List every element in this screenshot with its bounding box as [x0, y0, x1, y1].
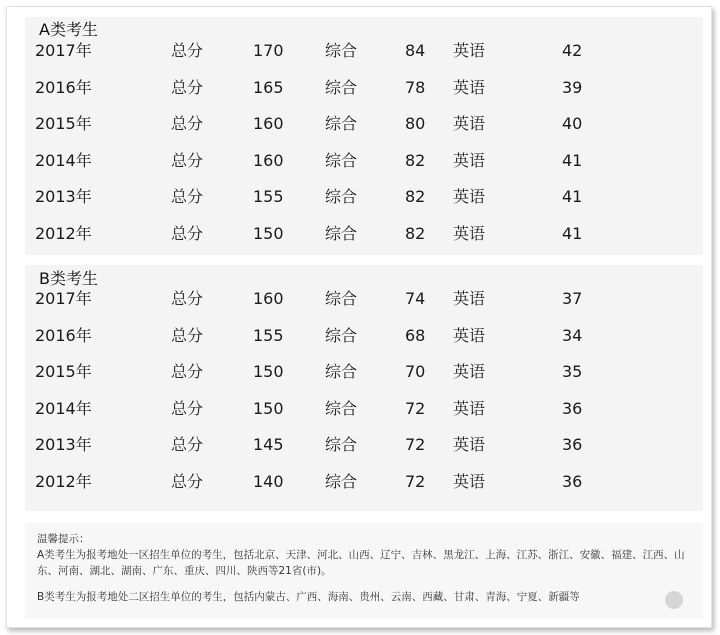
english-label: 英语: [453, 114, 486, 134]
english-label: 英语: [453, 187, 486, 207]
comp-score: 78: [405, 77, 426, 97]
total-label: 总分: [171, 472, 204, 491]
year-cell: 2015年: [35, 362, 92, 382]
total-score: 150: [253, 224, 284, 243]
total-label: 总分: [171, 435, 204, 455]
table-row: [25, 185, 703, 209]
total-score: 150: [253, 398, 284, 418]
table-row: [25, 324, 703, 348]
year-cell: 2013年: [35, 435, 92, 455]
english-label: 英语: [453, 398, 486, 418]
total-label: 总分: [171, 224, 204, 243]
english-label: 英语: [453, 325, 486, 345]
table-row: [25, 470, 703, 494]
comp-label: 综合: [325, 472, 358, 491]
english-label: 英语: [453, 224, 486, 243]
comp-score: 68: [405, 325, 426, 345]
comp-label: 综合: [325, 41, 358, 60]
comp-label: 综合: [325, 325, 358, 345]
english-label: 英语: [453, 77, 486, 97]
english-score: 39: [562, 77, 583, 97]
comp-score: 84: [405, 41, 426, 60]
section-b-title: B类考生: [39, 269, 98, 288]
total-label: 总分: [171, 77, 204, 97]
english-label: 英语: [453, 362, 486, 382]
total-score: 150: [253, 362, 284, 382]
comp-score: 74: [405, 289, 426, 308]
comp-score: 72: [405, 435, 426, 455]
year-cell: 2016年: [35, 77, 92, 97]
total-label: 总分: [171, 41, 204, 60]
year-cell: 2017年: [35, 289, 92, 308]
total-score: 140: [253, 472, 284, 491]
year-cell: 2013年: [35, 187, 92, 207]
table-row: [25, 112, 703, 136]
english-score: 41: [562, 224, 583, 243]
english-score: 37: [562, 289, 583, 308]
year-cell: 2012年: [35, 472, 92, 491]
comp-label: 综合: [325, 362, 358, 382]
comp-label: 综合: [325, 150, 358, 170]
table-row: [25, 222, 703, 246]
english-score: 36: [562, 472, 583, 491]
comp-score: 82: [405, 150, 426, 170]
comp-score: 82: [405, 187, 426, 207]
total-label: 总分: [171, 398, 204, 418]
english-label: 英语: [453, 289, 486, 308]
comp-score: 72: [405, 472, 426, 491]
section-b-panel: [25, 265, 703, 511]
table-row: [25, 287, 703, 311]
english-score: 35: [562, 362, 583, 382]
total-score: 145: [253, 435, 284, 455]
section-a-panel: [25, 17, 703, 255]
comp-score: 72: [405, 398, 426, 418]
english-score: 41: [562, 187, 583, 207]
total-score: 155: [253, 325, 284, 345]
comp-score: 80: [405, 114, 426, 134]
english-label: 英语: [453, 41, 486, 60]
english-label: 英语: [453, 435, 486, 455]
comp-label: 综合: [325, 224, 358, 243]
table-row: [25, 433, 703, 457]
comp-label: 综合: [325, 77, 358, 97]
year-cell: 2014年: [35, 150, 92, 170]
total-label: 总分: [171, 114, 204, 134]
total-score: 160: [253, 150, 284, 170]
english-label: 英语: [453, 472, 486, 491]
total-label: 总分: [171, 187, 204, 207]
notes-heading: 温馨提示：: [37, 533, 90, 545]
year-cell: 2015年: [35, 114, 92, 134]
year-cell: 2014年: [35, 398, 92, 418]
comp-label: 综合: [325, 114, 358, 134]
english-label: 英语: [453, 150, 486, 170]
total-label: 总分: [171, 362, 204, 382]
section-a-title: A类考生: [39, 20, 98, 39]
notes-section-b: B类考生为报考地处二区招生单位的考生，包括内蒙古、广西、海南、贵州、云南、西藏、甘肃、青海、宁夏、新疆等: [37, 591, 580, 603]
total-score: 160: [253, 289, 284, 308]
english-score: 42: [562, 41, 583, 60]
english-score: 41: [562, 150, 583, 170]
english-score: 40: [562, 114, 583, 134]
total-score: 170: [253, 41, 284, 60]
notes-section-a: A类考生为报考地处一区招生单位的考生，包括北京、天津、河北、山西、辽宁、吉林、黑龙江、上海、江苏、浙江、安徽、福建、江西、山东、河南、湖北、湖南、广东、重庆、四川、陕西等21省(市)。: [37, 549, 685, 577]
notes-panel: [25, 523, 703, 619]
english-score: 36: [562, 398, 583, 418]
total-label: 总分: [171, 325, 204, 345]
table-row: [25, 76, 703, 100]
watermark-logo-icon: [665, 591, 683, 609]
year-cell: 2012年: [35, 224, 92, 243]
table-row: [25, 149, 703, 173]
comp-label: 综合: [325, 289, 358, 308]
english-score: 36: [562, 435, 583, 455]
total-label: 总分: [171, 289, 204, 308]
table-row: [25, 39, 703, 63]
year-cell: 2017年: [35, 41, 92, 60]
total-label: 总分: [171, 150, 204, 170]
comp-score: 82: [405, 224, 426, 243]
table-row: [25, 397, 703, 421]
total-score: 155: [253, 187, 284, 207]
comp-label: 综合: [325, 187, 358, 207]
score-card: [6, 6, 712, 628]
total-score: 165: [253, 77, 284, 97]
watermark: [665, 591, 683, 609]
english-score: 34: [562, 325, 583, 345]
year-cell: 2016年: [35, 325, 92, 345]
comp-label: 综合: [325, 398, 358, 418]
comp-score: 70: [405, 362, 426, 382]
total-score: 160: [253, 114, 284, 134]
table-row: [25, 360, 703, 384]
comp-label: 综合: [325, 435, 358, 455]
